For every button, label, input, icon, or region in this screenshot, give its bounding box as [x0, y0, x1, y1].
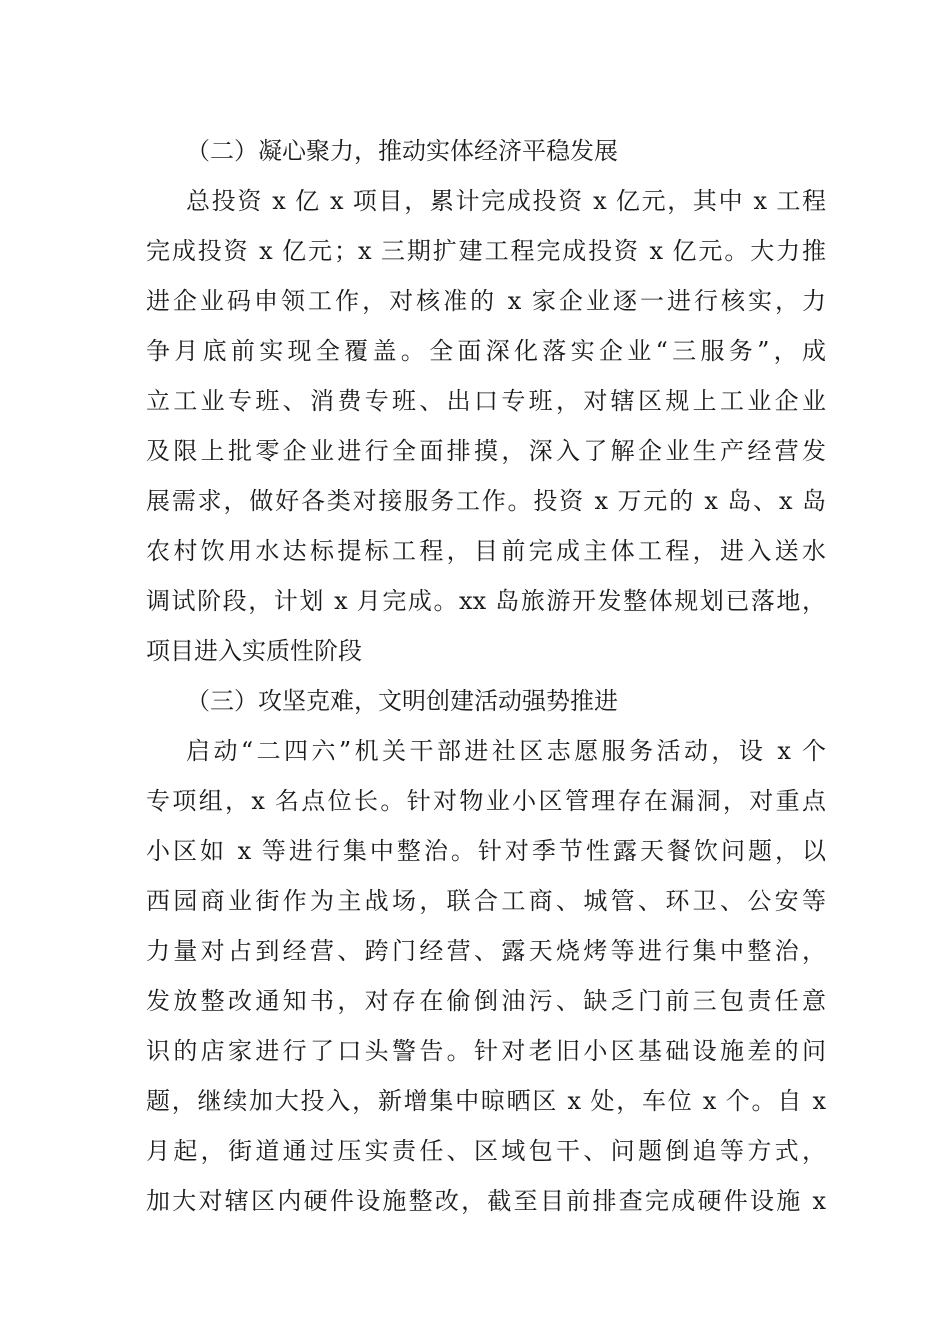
paragraph-line: 月起，街道通过压实责任、区域包干、问题倒追等方式，	[146, 1137, 826, 1165]
paragraph-line: 及限上批零企业进行全面排摸，深入了解企业生产经营发	[146, 437, 826, 465]
paragraph-line: 识的店家进行了口头警告。针对老旧小区基础设施差的问	[146, 1037, 826, 1065]
document-body	[146, 126, 826, 1226]
paragraph-line: 力量对占到经营、跨门经营、露天烧烤等进行集中整治，	[146, 937, 826, 965]
paragraph-line: 西园商业街作为主战场，联合工商、城管、环卫、公安等	[146, 887, 826, 915]
paragraph-line: 总投资 x 亿 x 项目，累计完成投资 x 亿元，其中 x 工程	[186, 187, 826, 215]
paragraph-line: 项目进入实质性阶段	[146, 637, 362, 665]
paragraph-line: 完成投资 x 亿元；x 三期扩建工程完成投资 x 亿元。大力推	[146, 237, 826, 265]
paragraph-line: 专项组，x 名点位长。针对物业小区管理存在漏洞，对重点	[146, 787, 826, 815]
paragraph-line: 展需求，做好各类对接服务工作。投资 x 万元的 x 岛、x 岛	[146, 487, 826, 515]
paragraph-line: 启动“二四六”机关干部进社区志愿服务活动，设 x 个	[186, 737, 826, 765]
paragraph-line: 加大对辖区内硬件设施整改，截至目前排查完成硬件设施 x	[146, 1187, 826, 1215]
paragraph-line: 进企业码申领工作，对核准的 x 家企业逐一进行核实，力	[146, 287, 826, 315]
paragraph-line: 农村饮用水达标提标工程，目前完成主体工程，进入送水	[146, 537, 826, 565]
paragraph-line: 发放整改通知书，对存在偷倒油污、缺乏门前三包责任意	[146, 987, 826, 1015]
section-heading-3: （三）攻坚克难，文明创建活动强势推进	[186, 687, 618, 715]
paragraph-line: 立工业专班、消费专班、出口专班，对辖区规上工业企业	[146, 387, 826, 415]
paragraph-line: 小区如 x 等进行集中整治。针对季节性露天餐饮问题，以	[146, 837, 826, 865]
paragraph-line: 调试阶段，计划 x 月完成。xx 岛旅游开发整体规划已落地，	[146, 587, 826, 615]
paragraph-line: 题，继续加大投入，新增集中晾晒区 x 处，车位 x 个。自 x	[146, 1087, 826, 1115]
section-heading-2: （二）凝心聚力，推动实体经济平稳发展	[186, 137, 618, 165]
paragraph-line: 争月底前实现全覆盖。全面深化落实企业“三服务”，成	[146, 337, 826, 365]
